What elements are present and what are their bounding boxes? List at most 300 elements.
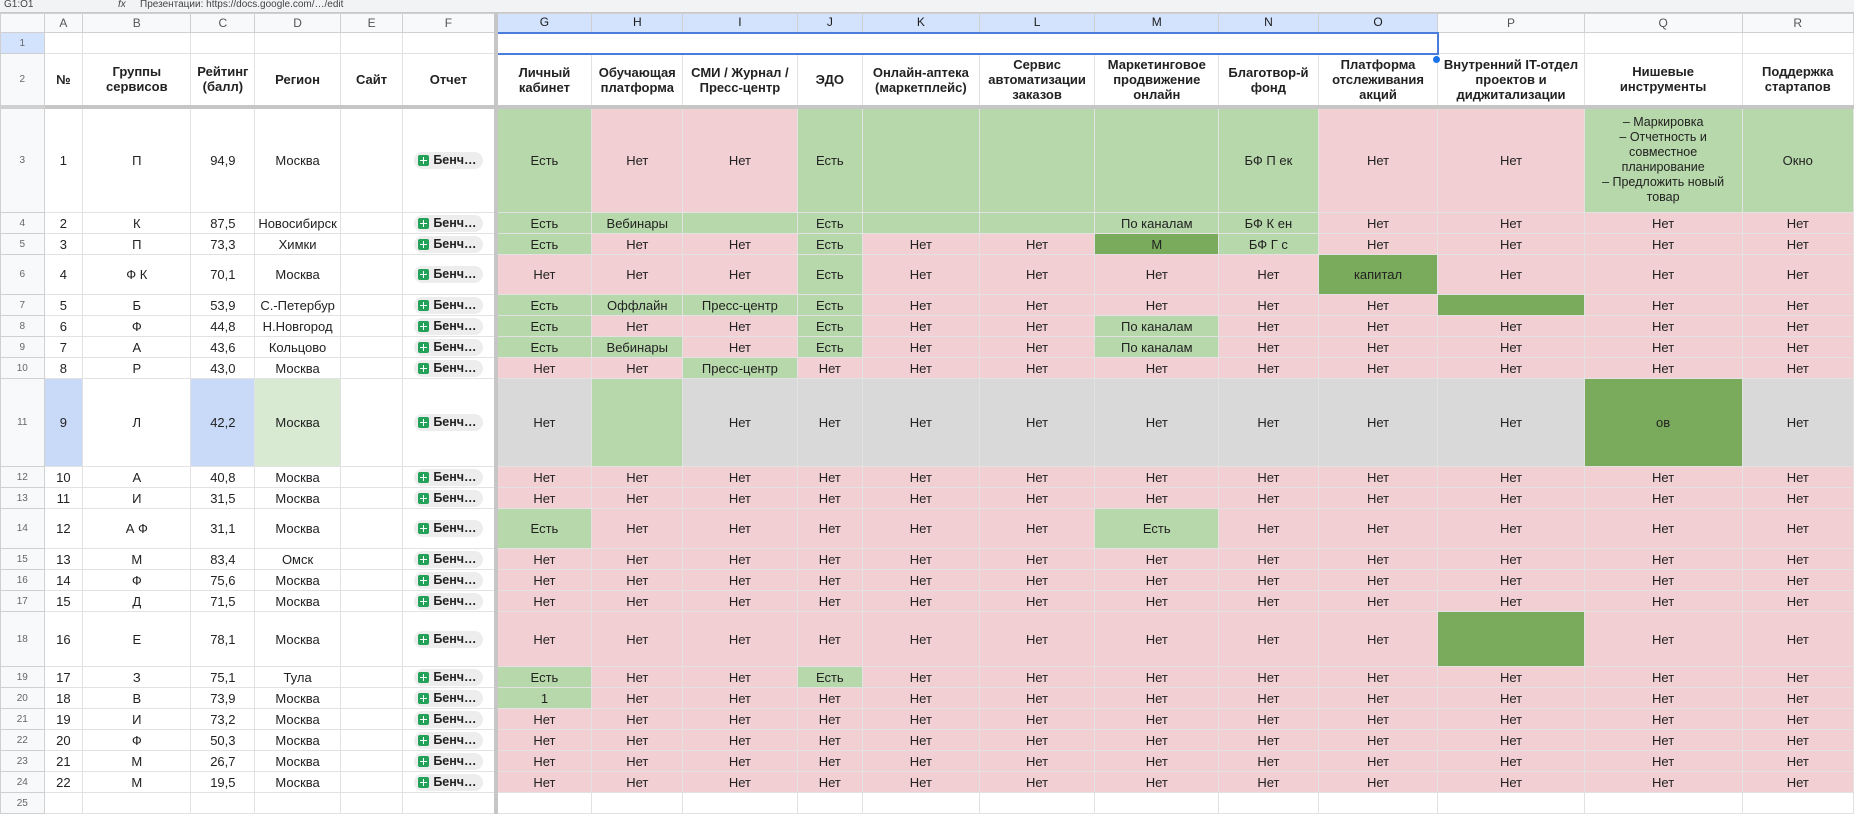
cell-e[interactable] <box>340 688 403 709</box>
cell-p[interactable]: Нет <box>1438 488 1584 509</box>
cell-k[interactable]: Нет <box>863 316 980 337</box>
cell-q[interactable]: Нет <box>1584 612 1742 667</box>
report-link-chip[interactable] <box>414 593 482 610</box>
cell-m[interactable]: Нет <box>1095 688 1219 709</box>
cell-j[interactable]: Нет <box>797 358 862 379</box>
cell-n[interactable]: Нет <box>1219 295 1319 316</box>
cell-g[interactable]: Нет <box>496 358 592 379</box>
cell-m[interactable]: Нет <box>1095 570 1219 591</box>
cell-r[interactable]: Нет <box>1742 549 1853 570</box>
cell-p[interactable]: Нет <box>1438 570 1584 591</box>
report-chip[interactable] <box>403 549 496 570</box>
cell-o[interactable]: Нет <box>1318 358 1438 379</box>
report-chip[interactable] <box>403 107 496 213</box>
cell-b[interactable]: А Ф <box>83 509 191 549</box>
cell-g[interactable]: Нет <box>496 570 592 591</box>
cell-l[interactable]: Нет <box>979 358 1095 379</box>
cell-p[interactable]: Нет <box>1438 316 1584 337</box>
cell-l[interactable]: Нет <box>979 709 1095 730</box>
cell-e[interactable] <box>340 467 403 488</box>
cell-p[interactable]: Нет <box>1438 379 1584 467</box>
cell-l[interactable]: Нет <box>979 234 1095 255</box>
cell-l[interactable]: Нет <box>979 772 1095 793</box>
cell-k[interactable]: Нет <box>863 379 980 467</box>
cell-m[interactable]: Нет <box>1095 358 1219 379</box>
report-link-chip[interactable] <box>414 236 482 253</box>
column-header-o[interactable]: O <box>1318 14 1438 33</box>
cell-q[interactable]: Нет <box>1584 709 1742 730</box>
cell-e[interactable] <box>340 509 403 549</box>
row-number[interactable]: 22 <box>1 730 45 751</box>
cell[interactable] <box>403 793 496 814</box>
cell-r[interactable]: Нет <box>1742 467 1853 488</box>
report-chip[interactable] <box>403 612 496 667</box>
cell-q[interactable]: Нет <box>1584 467 1742 488</box>
column-title[interactable]: Регион <box>255 54 341 107</box>
cell-j[interactable]: Нет <box>797 549 862 570</box>
cell-r[interactable]: Нет <box>1742 509 1853 549</box>
cell-i[interactable]: Нет <box>683 751 797 772</box>
row-number[interactable]: 2 <box>1 54 45 107</box>
cell-num[interactable]: 10 <box>44 467 83 488</box>
cell[interactable] <box>255 33 341 54</box>
column-title[interactable]: Онлайн-аптека (маркетплейс) <box>863 54 980 107</box>
cell-l[interactable]: Нет <box>979 591 1095 612</box>
report-chip[interactable] <box>403 688 496 709</box>
cell-g[interactable]: Нет <box>496 612 592 667</box>
cell-e[interactable] <box>340 667 403 688</box>
cell-e[interactable] <box>340 255 403 295</box>
cell-k[interactable]: Нет <box>863 488 980 509</box>
cell-j[interactable]: Есть <box>797 295 862 316</box>
cell-h[interactable]: Нет <box>592 667 683 688</box>
cell-e[interactable] <box>340 751 403 772</box>
report-link-chip[interactable] <box>414 152 482 169</box>
cell-g[interactable]: Нет <box>496 549 592 570</box>
cell-d[interactable]: Москва <box>255 509 341 549</box>
cell-o[interactable]: Нет <box>1318 709 1438 730</box>
cell-num[interactable]: 19 <box>44 709 83 730</box>
cell-l[interactable]: Нет <box>979 467 1095 488</box>
cell-g[interactable]: Нет <box>496 751 592 772</box>
cell-e[interactable] <box>340 591 403 612</box>
row-number[interactable]: 1 <box>1 33 45 54</box>
cell-q[interactable]: Нет <box>1584 730 1742 751</box>
cell-k[interactable]: Нет <box>863 509 980 549</box>
cell-m[interactable]: По каналам <box>1095 213 1219 234</box>
cell-r[interactable]: Нет <box>1742 488 1853 509</box>
cell-l[interactable]: Нет <box>979 488 1095 509</box>
column-title[interactable]: Платформа отслеживания акций <box>1318 54 1438 107</box>
cell-k[interactable]: Нет <box>863 667 980 688</box>
column-header-c[interactable]: C <box>191 14 255 33</box>
cell-e[interactable] <box>340 337 403 358</box>
cell-i[interactable]: Нет <box>683 667 797 688</box>
cell-i[interactable]: Нет <box>683 591 797 612</box>
cell-l[interactable] <box>979 213 1095 234</box>
cell-k[interactable] <box>863 107 980 213</box>
cell-p[interactable]: Нет <box>1438 467 1584 488</box>
cell-j[interactable]: Нет <box>797 772 862 793</box>
cell-h[interactable]: Нет <box>592 751 683 772</box>
cell-b[interactable]: А <box>83 467 191 488</box>
cell-i[interactable]: Нет <box>683 730 797 751</box>
cell-num[interactable]: 7 <box>44 337 83 358</box>
cell-p[interactable]: Нет <box>1438 709 1584 730</box>
cell-l[interactable]: Нет <box>979 379 1095 467</box>
cell-m[interactable]: Нет <box>1095 612 1219 667</box>
cell-c[interactable]: 73,3 <box>191 234 255 255</box>
cell-n[interactable]: Нет <box>1219 358 1319 379</box>
cell-j[interactable]: Нет <box>797 570 862 591</box>
cell-r[interactable]: Нет <box>1742 255 1853 295</box>
cell-q[interactable]: Нет <box>1584 337 1742 358</box>
report-chip[interactable] <box>403 570 496 591</box>
cell-n[interactable]: Нет <box>1219 316 1319 337</box>
report-link-chip[interactable] <box>414 469 482 486</box>
cell-o[interactable]: Нет <box>1318 591 1438 612</box>
column-title[interactable]: Благотвор-й фонд <box>1219 54 1319 107</box>
cell-e[interactable] <box>340 549 403 570</box>
cell-num[interactable]: 18 <box>44 688 83 709</box>
report-chip[interactable] <box>403 255 496 295</box>
report-link-chip[interactable] <box>414 215 482 232</box>
cell-b[interactable]: В <box>83 688 191 709</box>
cell-o[interactable]: Нет <box>1318 467 1438 488</box>
row-number[interactable]: 10 <box>1 358 45 379</box>
cell-h[interactable]: Вебинары <box>592 213 683 234</box>
cell-c[interactable]: 71,5 <box>191 591 255 612</box>
cell-k[interactable]: Нет <box>863 358 980 379</box>
cell-m[interactable]: Нет <box>1095 255 1219 295</box>
cell-p[interactable]: Нет <box>1438 772 1584 793</box>
cell-e[interactable] <box>340 295 403 316</box>
cell-m[interactable]: Нет <box>1095 772 1219 793</box>
cell-d[interactable]: Москва <box>255 612 341 667</box>
cell-c[interactable]: 53,9 <box>191 295 255 316</box>
cell-h[interactable]: Вебинары <box>592 337 683 358</box>
cell-p[interactable]: Нет <box>1438 107 1584 213</box>
cell-h[interactable]: Нет <box>592 234 683 255</box>
cell-j[interactable]: Есть <box>797 337 862 358</box>
cell-q[interactable]: Нет <box>1584 213 1742 234</box>
column-title[interactable]: Внутренний IT-отдел проектов и диджитализации <box>1438 54 1584 107</box>
cell-g[interactable]: Есть <box>496 316 592 337</box>
cell-p[interactable]: Нет <box>1438 213 1584 234</box>
cell-n[interactable]: Нет <box>1219 772 1319 793</box>
name-box[interactable]: G1:O1 <box>4 0 34 10</box>
cell-e[interactable] <box>340 358 403 379</box>
report-link-chip[interactable] <box>414 690 482 707</box>
cell-d[interactable]: Москва <box>255 488 341 509</box>
cell-j[interactable]: Есть <box>797 667 862 688</box>
cell-j[interactable]: Нет <box>797 709 862 730</box>
cell-b[interactable]: К <box>83 213 191 234</box>
cell-q[interactable]: Нет <box>1584 667 1742 688</box>
formula-input[interactable]: Презентации: https://docs.google.com/…/edit <box>140 0 344 10</box>
cell-p[interactable] <box>1438 612 1584 667</box>
cell-h[interactable]: Нет <box>592 570 683 591</box>
cell-n[interactable]: Нет <box>1219 709 1319 730</box>
column-header-m[interactable]: M <box>1095 14 1219 33</box>
report-chip[interactable] <box>403 295 496 316</box>
cell-k[interactable]: Нет <box>863 255 980 295</box>
row-number[interactable]: 3 <box>1 107 45 213</box>
cell-num[interactable]: 4 <box>44 255 83 295</box>
cell[interactable] <box>797 793 862 814</box>
column-title[interactable]: Группы сервисов <box>83 54 191 107</box>
cell-c[interactable]: 70,1 <box>191 255 255 295</box>
cell-h[interactable]: Нет <box>592 772 683 793</box>
report-chip[interactable] <box>403 379 496 467</box>
row-number[interactable]: 4 <box>1 213 45 234</box>
cell-q[interactable]: – Маркировка – Отчетность и совместное планирование – Предложить новый товар <box>1584 107 1742 213</box>
cell[interactable] <box>44 33 83 54</box>
cell-e[interactable] <box>340 772 403 793</box>
cell-j[interactable]: Нет <box>797 379 862 467</box>
cell-e[interactable] <box>340 213 403 234</box>
cell-num[interactable]: 9 <box>44 379 83 467</box>
column-title[interactable]: № <box>44 54 83 107</box>
cell-q[interactable]: Нет <box>1584 591 1742 612</box>
cell-m[interactable]: По каналам <box>1095 337 1219 358</box>
cell-i[interactable]: Нет <box>683 709 797 730</box>
report-chip[interactable] <box>403 467 496 488</box>
cell-q[interactable]: Нет <box>1584 509 1742 549</box>
cell-i[interactable]: Пресс-центр <box>683 358 797 379</box>
cell-i[interactable]: Нет <box>683 612 797 667</box>
cell-l[interactable]: Нет <box>979 730 1095 751</box>
cell-i[interactable]: Нет <box>683 467 797 488</box>
cell-b[interactable]: Л <box>83 379 191 467</box>
row-number[interactable]: 13 <box>1 488 45 509</box>
cell-g[interactable]: Нет <box>496 467 592 488</box>
cell-k[interactable]: Нет <box>863 772 980 793</box>
report-link-chip[interactable] <box>414 669 482 686</box>
report-link-chip[interactable] <box>414 774 482 791</box>
cell-g[interactable]: Есть <box>496 295 592 316</box>
cell-h[interactable]: Нет <box>592 688 683 709</box>
cell-num[interactable]: 22 <box>44 772 83 793</box>
cell-n[interactable]: Нет <box>1219 549 1319 570</box>
cell-num[interactable]: 17 <box>44 667 83 688</box>
cell-b[interactable]: А <box>83 337 191 358</box>
cell[interactable] <box>1584 793 1742 814</box>
cell-q[interactable]: Нет <box>1584 316 1742 337</box>
cell-d[interactable]: Москва <box>255 709 341 730</box>
cell-q[interactable]: ов <box>1584 379 1742 467</box>
cell-o[interactable]: Нет <box>1318 509 1438 549</box>
cell-p[interactable]: Нет <box>1438 549 1584 570</box>
report-chip[interactable] <box>403 730 496 751</box>
cell-j[interactable]: Есть <box>797 213 862 234</box>
cell-j[interactable]: Есть <box>797 107 862 213</box>
cell-h[interactable]: Нет <box>592 509 683 549</box>
cell-r[interactable]: Нет <box>1742 234 1853 255</box>
column-title[interactable]: Личный кабинет <box>496 54 592 107</box>
cell-g[interactable]: Есть <box>496 213 592 234</box>
report-chip[interactable] <box>403 358 496 379</box>
cell-num[interactable]: 1 <box>44 107 83 213</box>
cell-l[interactable]: Нет <box>979 337 1095 358</box>
cell-n[interactable]: Нет <box>1219 509 1319 549</box>
cell-r[interactable]: Нет <box>1742 709 1853 730</box>
report-chip[interactable] <box>403 213 496 234</box>
row-number[interactable]: 16 <box>1 570 45 591</box>
cell-p[interactable]: Нет <box>1438 751 1584 772</box>
column-header-e[interactable]: E <box>340 14 403 33</box>
cell-num[interactable]: 3 <box>44 234 83 255</box>
cell-o[interactable]: Нет <box>1318 379 1438 467</box>
cell-l[interactable]: Нет <box>979 295 1095 316</box>
cell[interactable] <box>83 793 191 814</box>
cell-m[interactable]: М <box>1095 234 1219 255</box>
cell-n[interactable]: Нет <box>1219 467 1319 488</box>
cell-o[interactable]: Нет <box>1318 107 1438 213</box>
cell-r[interactable]: Нет <box>1742 379 1853 467</box>
cell-d[interactable]: Москва <box>255 107 341 213</box>
cell[interactable] <box>340 793 403 814</box>
report-link-chip[interactable] <box>414 490 482 507</box>
cell[interactable] <box>863 793 980 814</box>
cell-o[interactable]: Нет <box>1318 337 1438 358</box>
cell-c[interactable]: 75,1 <box>191 667 255 688</box>
cell-m[interactable]: Нет <box>1095 549 1219 570</box>
cell-r[interactable]: Нет <box>1742 688 1853 709</box>
column-header-a[interactable]: A <box>44 14 83 33</box>
cell-n[interactable]: Нет <box>1219 688 1319 709</box>
cell-o[interactable]: Нет <box>1318 667 1438 688</box>
cell-e[interactable] <box>340 612 403 667</box>
cell[interactable] <box>1219 793 1319 814</box>
cell-p[interactable]: Нет <box>1438 358 1584 379</box>
cell-m[interactable]: Нет <box>1095 667 1219 688</box>
row-number[interactable]: 21 <box>1 709 45 730</box>
cell-b[interactable]: П <box>83 107 191 213</box>
report-link-chip[interactable] <box>414 266 482 283</box>
cell-e[interactable] <box>340 730 403 751</box>
cell-num[interactable]: 11 <box>44 488 83 509</box>
cell-p[interactable] <box>1438 295 1584 316</box>
report-link-chip[interactable] <box>414 732 482 749</box>
report-chip[interactable] <box>403 667 496 688</box>
cell-o[interactable]: Нет <box>1318 612 1438 667</box>
cell-d[interactable]: Москва <box>255 358 341 379</box>
selection-fill-handle[interactable] <box>1433 56 1440 63</box>
report-link-chip[interactable] <box>414 711 482 728</box>
cell-h[interactable] <box>592 379 683 467</box>
cell[interactable] <box>1318 793 1438 814</box>
cell-m[interactable]: Нет <box>1095 591 1219 612</box>
cell-q[interactable]: Нет <box>1584 549 1742 570</box>
cell-n[interactable]: Нет <box>1219 751 1319 772</box>
cell-o[interactable]: Нет <box>1318 234 1438 255</box>
cell-n[interactable]: Нет <box>1219 337 1319 358</box>
cell-b[interactable]: П <box>83 234 191 255</box>
cell[interactable] <box>1584 33 1742 54</box>
cell-j[interactable]: Нет <box>797 612 862 667</box>
cell-r[interactable]: Нет <box>1742 667 1853 688</box>
cell[interactable] <box>1438 793 1584 814</box>
row-number[interactable]: 17 <box>1 591 45 612</box>
column-header-d[interactable]: D <box>255 14 341 33</box>
report-link-chip[interactable] <box>414 339 482 356</box>
cell-o[interactable]: Нет <box>1318 730 1438 751</box>
cell-p[interactable]: Нет <box>1438 255 1584 295</box>
sheet-table[interactable] <box>0 13 1854 814</box>
cell-g[interactable]: Есть <box>496 337 592 358</box>
column-title[interactable]: Сервис автоматизации заказов <box>979 54 1095 107</box>
cell-e[interactable] <box>340 570 403 591</box>
cell-n[interactable]: Нет <box>1219 488 1319 509</box>
corner-cell[interactable] <box>1 14 45 33</box>
cell-q[interactable]: Нет <box>1584 751 1742 772</box>
cell-c[interactable]: 44,8 <box>191 316 255 337</box>
cell-b[interactable]: Д <box>83 591 191 612</box>
cell-e[interactable] <box>340 107 403 213</box>
cell-o[interactable]: Нет <box>1318 316 1438 337</box>
cell-q[interactable]: Нет <box>1584 358 1742 379</box>
cell-i[interactable]: Нет <box>683 772 797 793</box>
cell-d[interactable]: С.-Петербур <box>255 295 341 316</box>
cell-h[interactable]: Нет <box>592 467 683 488</box>
cell-d[interactable]: Москва <box>255 379 341 467</box>
cell-d[interactable]: Химки <box>255 234 341 255</box>
column-header-n[interactable]: N <box>1219 14 1319 33</box>
column-header-r[interactable]: R <box>1742 14 1853 33</box>
cell-m[interactable]: Нет <box>1095 709 1219 730</box>
row-number[interactable]: 9 <box>1 337 45 358</box>
cell-l[interactable]: Нет <box>979 316 1095 337</box>
column-header-g[interactable]: G <box>496 14 592 33</box>
cell-num[interactable]: 6 <box>44 316 83 337</box>
cell-j[interactable]: Есть <box>797 234 862 255</box>
cell-o[interactable]: Нет <box>1318 488 1438 509</box>
column-header-p[interactable]: P <box>1438 14 1584 33</box>
cell-o[interactable]: Нет <box>1318 772 1438 793</box>
cell-g[interactable]: Нет <box>496 488 592 509</box>
report-chip[interactable] <box>403 488 496 509</box>
cell-n[interactable]: Нет <box>1219 730 1319 751</box>
report-chip[interactable] <box>403 509 496 549</box>
cell-l[interactable]: Нет <box>979 255 1095 295</box>
report-link-chip[interactable] <box>414 631 482 648</box>
formula-bar[interactable] <box>0 0 1854 13</box>
report-link-chip[interactable] <box>414 551 482 568</box>
cell-o[interactable]: Нет <box>1318 295 1438 316</box>
cell-i[interactable]: Нет <box>683 107 797 213</box>
cell-l[interactable]: Нет <box>979 549 1095 570</box>
cell-num[interactable]: 2 <box>44 213 83 234</box>
cell-h[interactable]: Нет <box>592 488 683 509</box>
cell[interactable] <box>340 33 403 54</box>
cell-m[interactable]: Нет <box>1095 751 1219 772</box>
cell-i[interactable] <box>683 213 797 234</box>
row-number[interactable]: 24 <box>1 772 45 793</box>
cell-c[interactable]: 42,2 <box>191 379 255 467</box>
cell-k[interactable]: Нет <box>863 549 980 570</box>
cell-l[interactable] <box>979 107 1095 213</box>
cell-o[interactable]: Нет <box>1318 751 1438 772</box>
cell-r[interactable]: Нет <box>1742 772 1853 793</box>
cell-h[interactable]: Нет <box>592 549 683 570</box>
row-number[interactable]: 8 <box>1 316 45 337</box>
cell-o[interactable]: Нет <box>1318 213 1438 234</box>
cell-i[interactable]: Пресс-центр <box>683 295 797 316</box>
cell-o[interactable]: капитал <box>1318 255 1438 295</box>
report-chip[interactable] <box>403 591 496 612</box>
cell-q[interactable]: Нет <box>1584 488 1742 509</box>
